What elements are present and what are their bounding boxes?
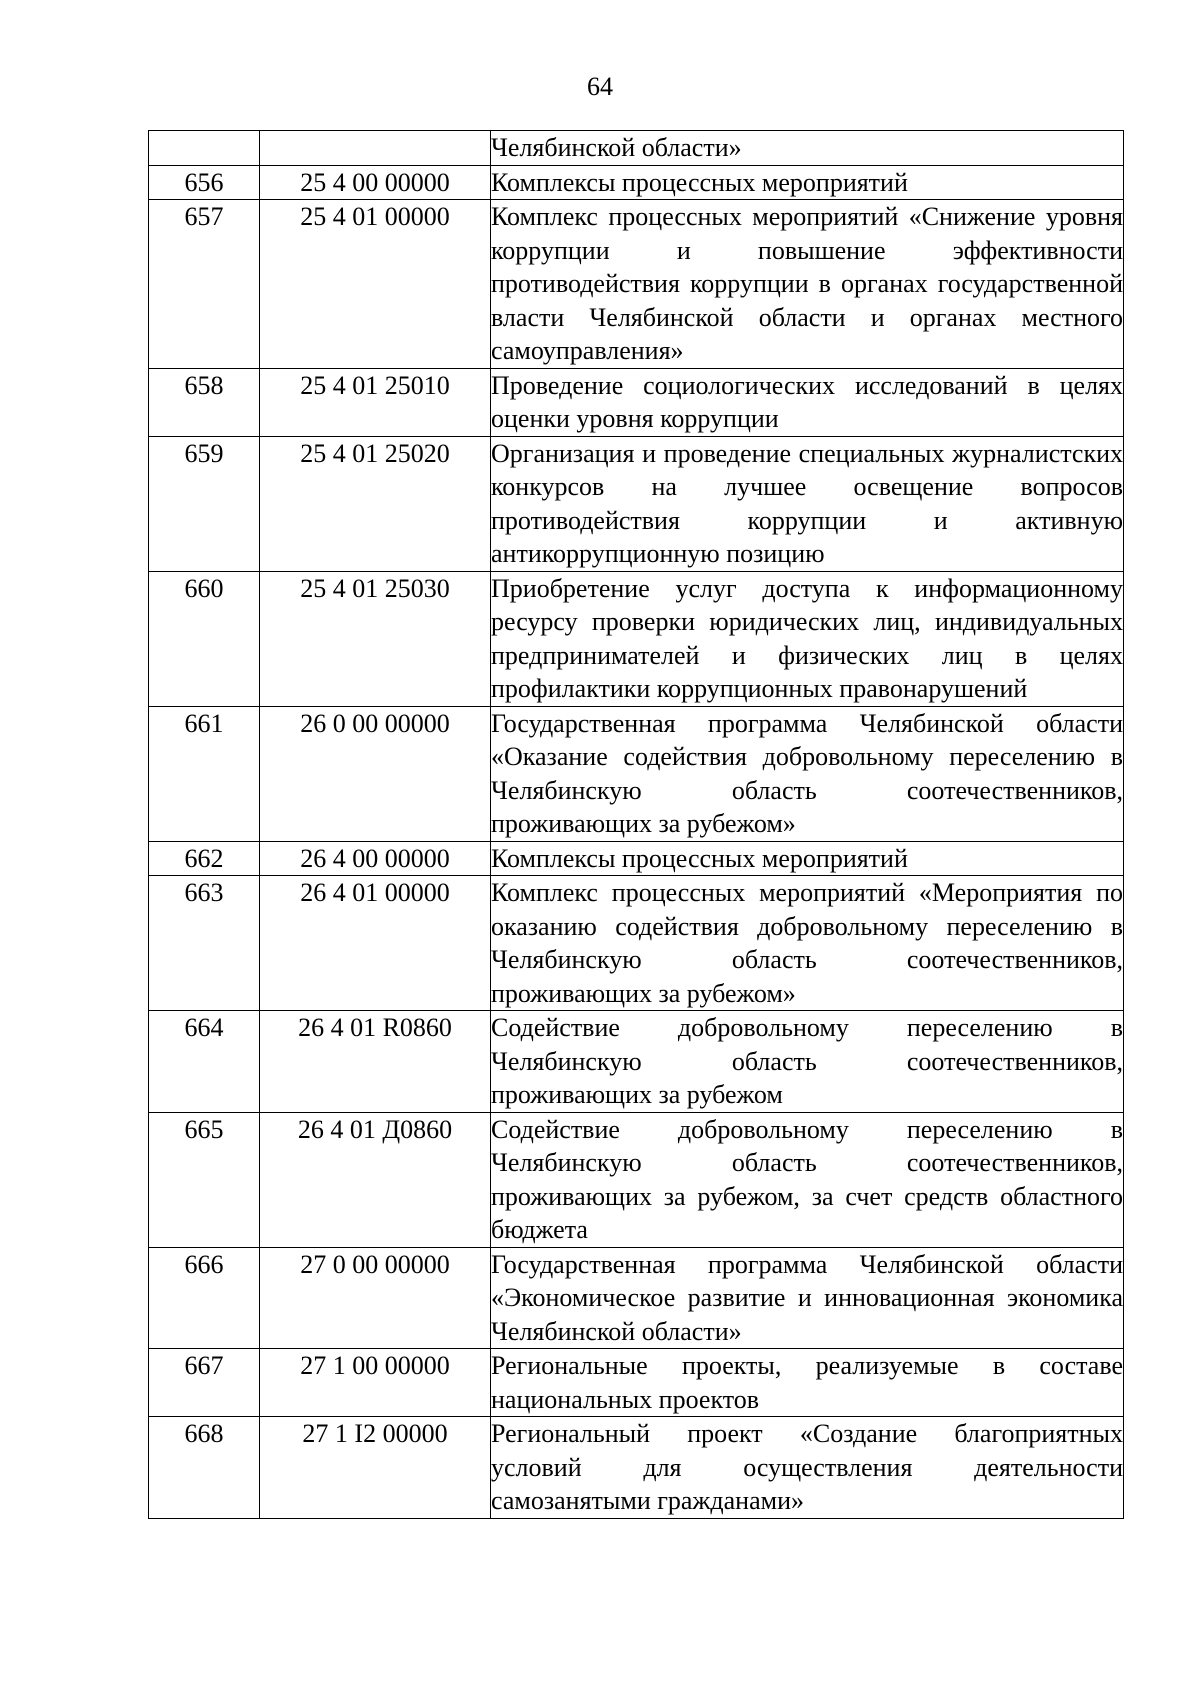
- item-name: Государственная программа Челябинской области «Оказание содействия добровольному переселению в Челябинскую область соотечественников, проживающих за рубежом»: [491, 706, 1124, 841]
- table-row: [149, 876, 1124, 1011]
- classification-code: 26 4 01 R0860: [260, 1011, 491, 1113]
- page-number: 64: [587, 72, 613, 101]
- budget-codes-table: [148, 130, 1124, 1519]
- item-name: Проведение социологических исследований в целях оценки уровня коррупции: [491, 368, 1124, 436]
- row-number: 658: [149, 368, 260, 436]
- item-name: Организация и проведение специальных журналистских конкурсов на лучшее освещение вопросов противодействия коррупции и активную антикоррупционную позицию: [491, 436, 1124, 571]
- row-number: 656: [149, 165, 260, 200]
- row-number: 667: [149, 1349, 260, 1417]
- row-number: 663: [149, 876, 260, 1011]
- classification-code: 25 4 01 25030: [260, 571, 491, 706]
- item-name: Содействие добровольному переселению в Челябинскую область соотечественников, проживающих за рубежом, за счет средств областного бюджета: [491, 1112, 1124, 1247]
- classification-code: 25 4 01 25020: [260, 436, 491, 571]
- table-row: [149, 1112, 1124, 1247]
- table-body: [149, 131, 1124, 1519]
- classification-code: 25 4 01 25010: [260, 368, 491, 436]
- classification-code: 26 4 01 Д0860: [260, 1112, 491, 1247]
- item-name: Челябинской области»: [491, 131, 1124, 166]
- item-name: Приобретение услуг доступа к информационному ресурсу проверки юридических лиц, индивидуальных предпринимателей и физических лиц в целях профилактики коррупционных правонарушений: [491, 571, 1124, 706]
- table-row: [149, 131, 1124, 166]
- table-row: [149, 436, 1124, 571]
- item-name: Региональные проекты, реализуемые в составе национальных проектов: [491, 1349, 1124, 1417]
- row-number: 666: [149, 1247, 260, 1349]
- row-number: 659: [149, 436, 260, 571]
- row-number: 668: [149, 1417, 260, 1519]
- row-number: 661: [149, 706, 260, 841]
- classification-code: 26 4 01 00000: [260, 876, 491, 1011]
- row-number: 660: [149, 571, 260, 706]
- row-number: 664: [149, 1011, 260, 1113]
- item-name: Комплексы процессных мероприятий: [491, 841, 1124, 876]
- item-name: Комплекс процессных мероприятий «Мероприятия по оказанию содействия добровольному переселению в Челябинскую область соотечественников, проживающих за рубежом»: [491, 876, 1124, 1011]
- item-name: Содействие добровольному переселению в Челябинскую область соотечественников, проживающих за рубежом: [491, 1011, 1124, 1113]
- row-number: 665: [149, 1112, 260, 1247]
- item-name: Комплекс процессных мероприятий «Снижение уровня коррупции и повышение эффективности противодействия коррупции в органах государственной власти Челябинской области и органах местного самоуправления»: [491, 200, 1124, 369]
- classification-code: 27 1 00 00000: [260, 1349, 491, 1417]
- classification-code: 25 4 00 00000: [260, 165, 491, 200]
- table-row: [149, 200, 1124, 369]
- item-name: Комплексы процессных мероприятий: [491, 165, 1124, 200]
- table-row: [149, 841, 1124, 876]
- table-row: [149, 1417, 1124, 1519]
- classification-code: 27 0 00 00000: [260, 1247, 491, 1349]
- row-number: 657: [149, 200, 260, 369]
- classification-code: [260, 131, 491, 166]
- table-row: [149, 571, 1124, 706]
- table-row: [149, 165, 1124, 200]
- row-number: [149, 131, 260, 166]
- item-name: Государственная программа Челябинской области «Экономическое развитие и инновационная экономика Челябинской области»: [491, 1247, 1124, 1349]
- table-row: [149, 1247, 1124, 1349]
- classification-code: 27 1 I2 00000: [260, 1417, 491, 1519]
- classification-code: 26 4 00 00000: [260, 841, 491, 876]
- row-number: 662: [149, 841, 260, 876]
- item-name: Региональный проект «Создание благоприятных условий для осуществления деятельности самозанятыми гражданами»: [491, 1417, 1124, 1519]
- table-row: [149, 1011, 1124, 1113]
- table-row: [149, 706, 1124, 841]
- classification-code: 25 4 01 00000: [260, 200, 491, 369]
- classification-code: 26 0 00 00000: [260, 706, 491, 841]
- table-row: [149, 368, 1124, 436]
- table-row: [149, 1349, 1124, 1417]
